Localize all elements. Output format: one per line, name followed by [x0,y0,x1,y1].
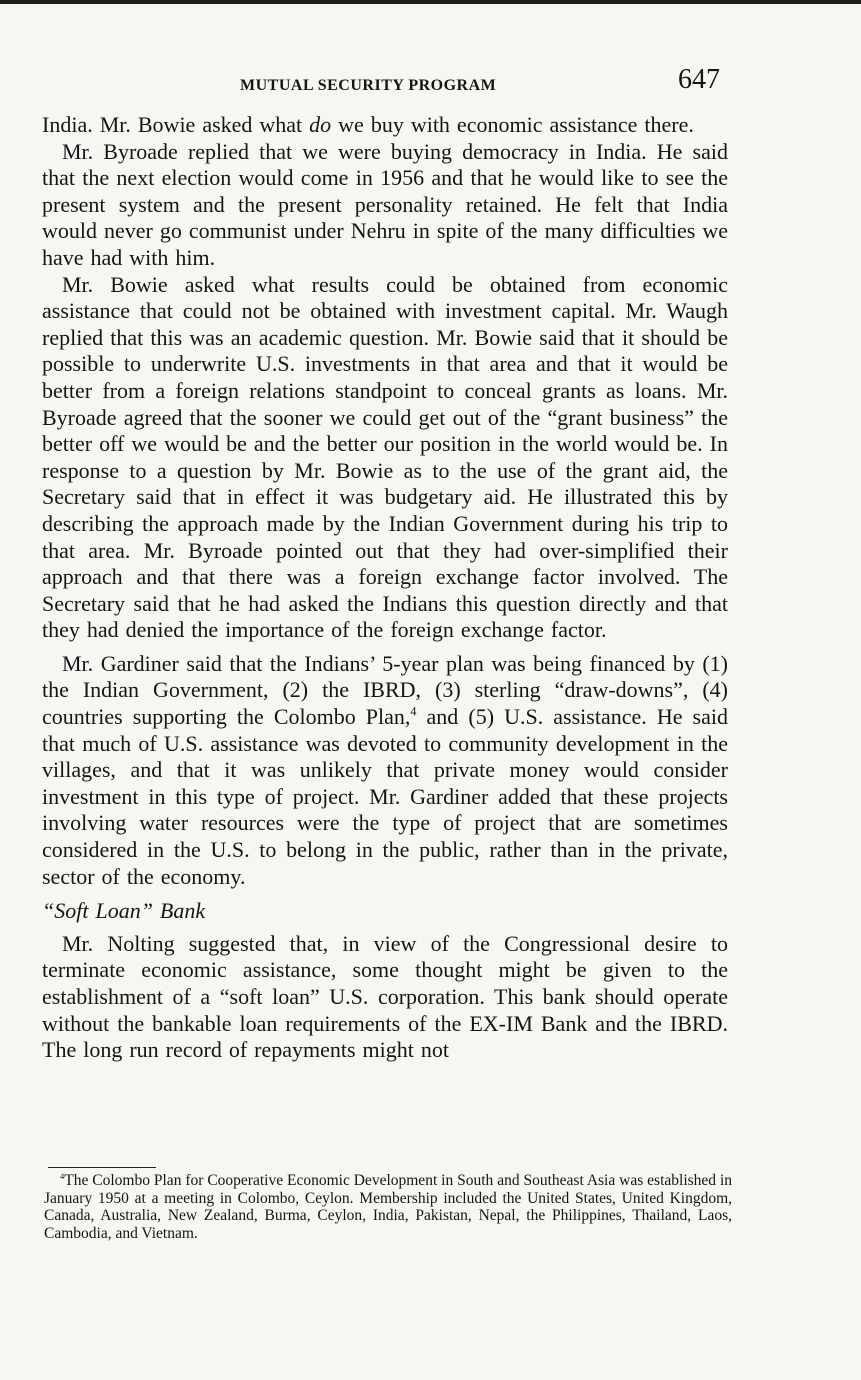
paragraph-1-text-start: India. Mr. Bowie asked what [42,112,310,137]
paragraph-1 [42,112,728,139]
top-border-rule [0,0,861,4]
document-body [42,112,728,1064]
section-subheading: “Soft Loan” Bank [42,898,206,924]
footnote-rule [48,1167,156,1168]
footnote-text: The Colombo Plan for Cooperative Economic Development in South and Southeast Asia was established in January 1950 at a meeting in Colombo, Ceylon. Membership included the United States, United Kingdom, Canada, Australia, New Zealand, Burma, Ceylon, India, Pakistan, Nepal, the Philippines, Thailand, Laos, Cambodia, and Vietnam. [44,1172,732,1242]
paragraph-1-emphasis: do [309,112,332,137]
paragraph-5: Mr. Nolting suggested that, in view of the Congressional desire to terminate economic assistance, some thought might be given to the establishment of a “soft loan” U.S. corporation. This bank should operate without the bankable loan requirements of the EX-IM Bank and the IBRD. The long run record of repayments might not [42,930,728,1063]
footnote-paragraph [44,1172,732,1242]
paragraph-3: Mr. Bowie asked what results could be obtained from economic assistance that could not be obtained with investment capital. Mr. Waugh replied that this was an academic question. Mr. Bowie said that it should be possible to underwrite U.S. investments in that area and that it would be better from a foreign relations standpoint to conceal grants as loans. Mr. Byroade agreed that the sooner we could get out of the “grant business” the better off we would be and the better our position in the world would be. In response to a question by Mr. Bowie as to the use of the grant aid, the Secretary said that in effect it was budgetary aid. He illustrated this by describing the approach made by the Indian Government during his trip to that area. Mr. Byroade pointed out that they had over-simplified their approach and that there was a foreign exchange factor involved. The Secretary said that he had asked the Indians this question directly and that they had denied the importance of the foreign exchange factor. [42,271,728,643]
paragraph-2: Mr. Byroade replied that we were buying democracy in India. He said that the next election would come in 1956 and that he would like to see the present system and the present personality retained. He felt that India would never go communist under Nehru in spite of the many difficulties we have had with him. [42,138,729,270]
page-header [40,64,720,104]
paragraph-1-text-end: we buy with economic assistance there. [331,112,694,137]
paragraph-4 [42,651,728,890]
footnote-reference: 4 [410,704,417,719]
footnote [44,1172,732,1242]
paragraph-4-text-end: and (5) U.S. assistance. He said that much of U.S. assistance was devoted to community development in the villages, and that it was unlikely that private money would consider investment in this type of project. Mr. Gardiner added that these projects involving water resources were the type of project that are sometimes considered in the U.S. to belong in the public, rather than in the private, sector of the economy. [42,704,728,889]
page-number: 647 [678,64,720,95]
paragraph-4-text-start: Mr. Gardiner said that the Indians’ 5-year plan was being financed by (1) the Indian Government, (2) the IBRD, (3) sterling “draw-downs”, (4) countries supporting the Colombo Plan, [42,650,728,730]
running-head: MUTUAL SECURITY PROGRAM [240,77,497,94]
footnote-marker: 4 [60,1170,65,1181]
